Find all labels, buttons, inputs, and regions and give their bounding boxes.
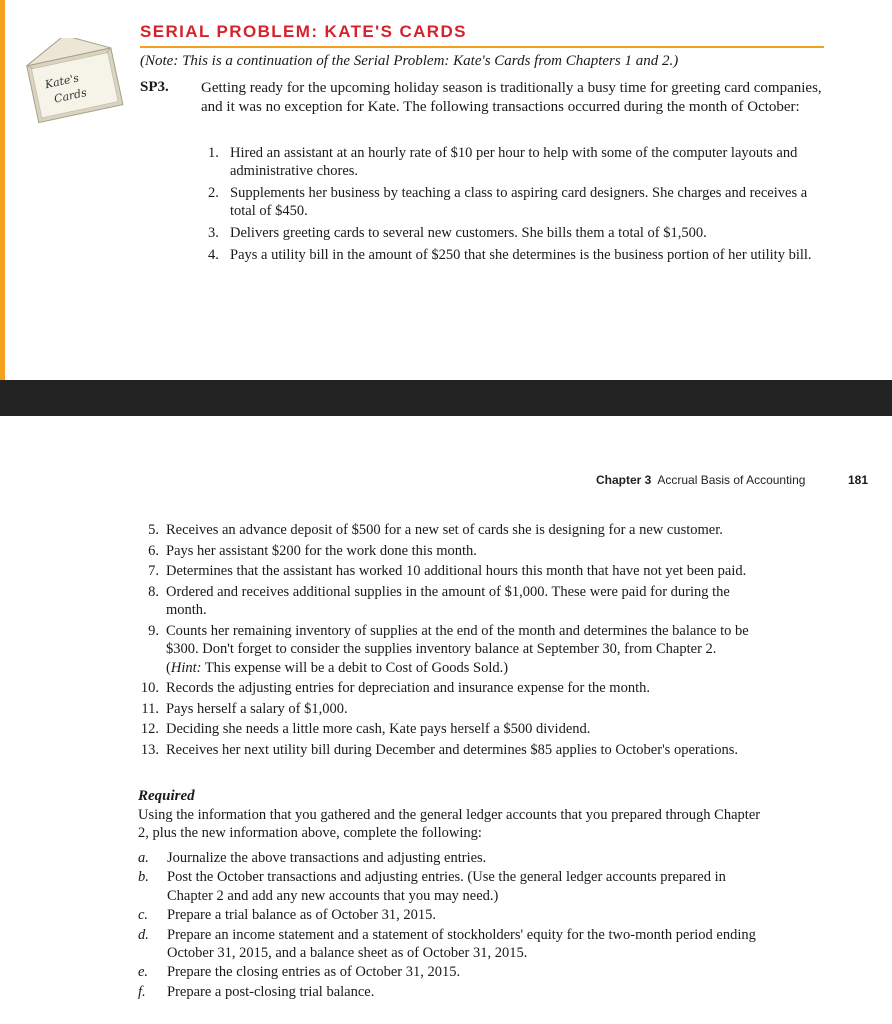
- required-heading: Required: [138, 788, 195, 804]
- list-item: [138, 906, 764, 924]
- list-item: [138, 849, 764, 867]
- left-accent-rule: [0, 0, 5, 380]
- item-letter: c.: [138, 907, 149, 924]
- serial-problem-title: SERIAL PROBLEM: KATE'S CARDS: [140, 22, 467, 41]
- list-item: [208, 144, 826, 180]
- item-number: 7.: [148, 563, 159, 580]
- item-number: 4.: [208, 247, 219, 263]
- item-text: Receives her next utility bill during December and determines $85 applies to October's operations.: [166, 741, 738, 758]
- item-letter: a.: [138, 850, 149, 866]
- svg-text:Kate's: Kate's: [43, 71, 81, 92]
- list-item: [138, 983, 764, 1001]
- item-text: Prepare the closing entries as of October 31, 2015.: [167, 964, 461, 981]
- hint-label: Hint:: [170, 659, 202, 676]
- item-number: 1.: [208, 145, 219, 161]
- page-break-band: [0, 380, 892, 416]
- list-item: [138, 963, 764, 981]
- list-item: [138, 926, 764, 963]
- item-number: 11.: [141, 700, 159, 717]
- required-list: [138, 849, 764, 1002]
- list-item: [138, 583, 764, 620]
- item-number: 8.: [148, 583, 159, 600]
- continuation-note: (Note: This is a continuation of the Serial Problem: Kate's Cards from Chapters 1 and 2.): [140, 53, 679, 69]
- item-text: Prepare a post-closing trial balance.: [167, 983, 375, 1000]
- item-number: 12.: [140, 721, 159, 738]
- item-text: Receives an advance deposit of $500 for a new set of cards she is designing for a new customer.: [166, 522, 723, 538]
- list-item: [208, 246, 826, 264]
- list-item: [138, 868, 764, 905]
- item-number: 10.: [140, 680, 159, 697]
- item-text: Prepare an income statement and a statement of stockholders' equity for the two-month period ending October 31, 2015, and a balance sheet as of October 31, 2015.: [167, 926, 756, 962]
- transaction-list-continued: [138, 521, 764, 762]
- item-text: Post the October transactions and adjusting entries. (Use the general ledger accounts prepared in Chapter 2 and add any new accounts that you may need.): [167, 869, 726, 904]
- list-item: [138, 720, 764, 738]
- list-item: [138, 562, 764, 580]
- title-underline: [140, 46, 824, 48]
- transaction-list-first: [208, 144, 826, 268]
- item-letter: b.: [138, 869, 149, 886]
- item-text: Determines that the assistant has worked 10 additional hours this month that have not yet been paid.: [166, 563, 747, 580]
- item-letter: f.: [138, 983, 146, 1000]
- top-page: [0, 0, 892, 380]
- item-number: 2.: [208, 185, 219, 201]
- list-item: [208, 184, 826, 220]
- item-number: 9.: [148, 622, 159, 639]
- page-number: 181: [848, 473, 869, 487]
- item-text: Prepare a trial balance as of October 31, 2015.: [167, 907, 436, 924]
- chapter-label: Chapter 3: [596, 473, 652, 487]
- item-number: 5.: [148, 522, 159, 538]
- problem-intro: Getting ready for the upcoming holiday season is traditionally a busy time for greeting card companies, and it was no exception for Kate. The following transactions occurred during the month of October:: [201, 80, 822, 115]
- item-text: Hired an assistant at an hourly rate of $10 per hour to help with some of the computer layouts and administrative chores.: [230, 145, 798, 179]
- item-text: Records the adjusting entries for depreciation and insurance expense for the month.: [166, 680, 650, 697]
- item-letter: e.: [138, 964, 149, 981]
- item-text: Supplements her business by teaching a class to aspiring card designers. She charges and receives a total of $450.: [230, 185, 808, 219]
- item-number: 3.: [208, 225, 219, 241]
- list-item: [138, 542, 764, 560]
- item-number: 13.: [140, 741, 159, 758]
- running-header: [596, 473, 805, 487]
- item-text: Pays herself a salary of $1,000.: [166, 700, 348, 717]
- item-text: Pays her assistant $200 for the work done this month.: [166, 542, 477, 559]
- list-item: [138, 741, 764, 759]
- chapter-title: Accrual Basis of Accounting: [657, 473, 806, 487]
- item-text: Delivers greeting cards to several new customers. She bills them a total of $1,500.: [230, 225, 707, 241]
- item-text: Pays a utility bill in the amount of $250 that she determines is the business portion of her utility bill.: [230, 247, 812, 263]
- item-number: 6.: [148, 542, 159, 559]
- list-item: 9. Counts her remaining inventory of supplies at the end of the month and determines the balance to be $300. Don't forget to consider the supplies inventory balance at September 30, from Chapter 2. (Hint: This expense will be a debit to Cost of Goods Sold.): [138, 622, 764, 677]
- item-text: Counts her remaining inventory of supplies at the end of the month and determines the balance to be $300. Don't forget to consider the supplies inventory balance at September 30, from Chapter 2.: [166, 622, 749, 658]
- required-intro: Using the information that you gathered and the general ledger accounts that you prepared through Chapter 2, plus the new information above, complete the following:: [138, 807, 761, 842]
- problem-number: SP3.: [140, 79, 169, 95]
- item-text: Deciding she needs a little more cash, Kate pays herself a $500 dividend.: [166, 721, 591, 738]
- item-letter: d.: [138, 926, 149, 943]
- list-item: [138, 521, 764, 539]
- list-item: [138, 679, 764, 697]
- item-text: Ordered and receives additional supplies in the amount of $1,000. These were paid for during the month.: [166, 583, 730, 619]
- hint-text: This expense will be a debit to Cost of Goods Sold.): [204, 659, 509, 676]
- item-text: Journalize the above transactions and adjusting entries.: [167, 850, 487, 866]
- kates-cards-envelope-logo: [24, 38, 128, 130]
- list-item: [208, 224, 826, 242]
- svg-text:Cards: Cards: [52, 86, 88, 106]
- list-item: [138, 700, 764, 718]
